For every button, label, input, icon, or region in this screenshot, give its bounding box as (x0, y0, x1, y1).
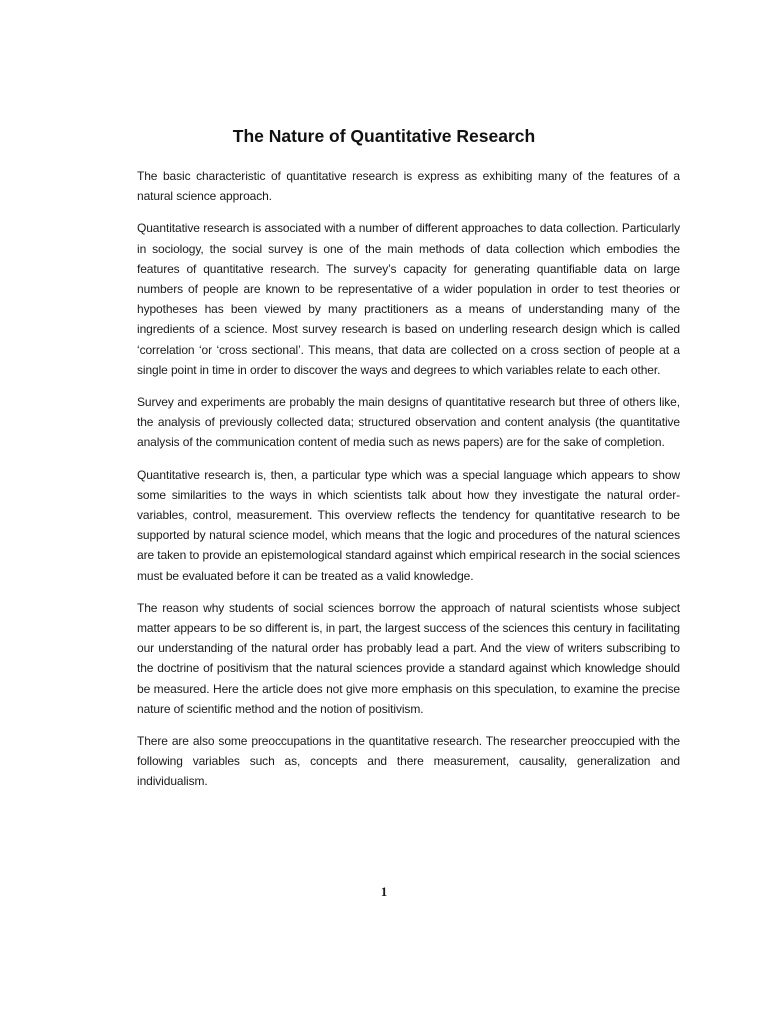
paragraph-1: The basic characteristic of quantitative research is express as exhibiting many of the features of a natural science approach. (137, 169, 680, 204)
paragraph-3: Survey and experiments are probably the main designs of quantitative research but three of others like, the analysis of previously collected data; structured observation and content analysis (the quantitative analysis of the communication content of media such as news papers) are for the sake of completion. (137, 395, 680, 450)
document-title: The Nature of Quantitative Research (232, 126, 536, 146)
page-number: 1 (380, 884, 388, 899)
paragraph-5: The reason why students of social sciences borrow the approach of natural scientists whose subject matter appears to be so different is, in part, the largest success of the sciences this century in facilitating our understanding of the natural order has probably lead a part. And the view of writers subscribing to the doctrine of positivism that the natural sciences provide a standard against which knowledge should be measured. Here the article does not give more emphasis on this speculation, to examine the precise nature of scientific method and the notion of positivism. (137, 600, 680, 716)
document-body (137, 166, 680, 804)
paragraph-2: Quantitative research is associated with a number of different approaches to data collection. Particularly in sociology, the social survey is one of the main methods of data collection which embodies the features of quantitative research. The survey’s capacity for generating quantifiable data on large numbers of people are known to be representative of a wider population in order to test theories or hypotheses has been viewed by many practitioners as a means of understanding many of the ingredients of a science. Most survey research is based on underling research design which is called ‘correlation ‘or ‘cross sectional’. This means, that data are collected on a cross section of people at a single point in time in order to discover the ways and degrees to which variables relate to each other. (137, 221, 680, 377)
paragraph-4: Quantitative research is, then, a particular type which was a special language which appears to show some similarities to the ways in which scientists talk about how they investigate the natural order- variables, control, measurement. This overview reflects the tendency for quantitative research to be supported by natural science model, which means that the logic and procedures of the natural sciences are taken to provide an epistemological standard against which empirical research in the social sciences must be evaluated before it can be treated as a valid knowledge. (137, 467, 680, 583)
paragraph-6: There are also some preoccupations in the quantitative research. The researcher preoccupied with the following variables such as, concepts and there measurement, causality, generalization and individualism. (137, 734, 680, 789)
